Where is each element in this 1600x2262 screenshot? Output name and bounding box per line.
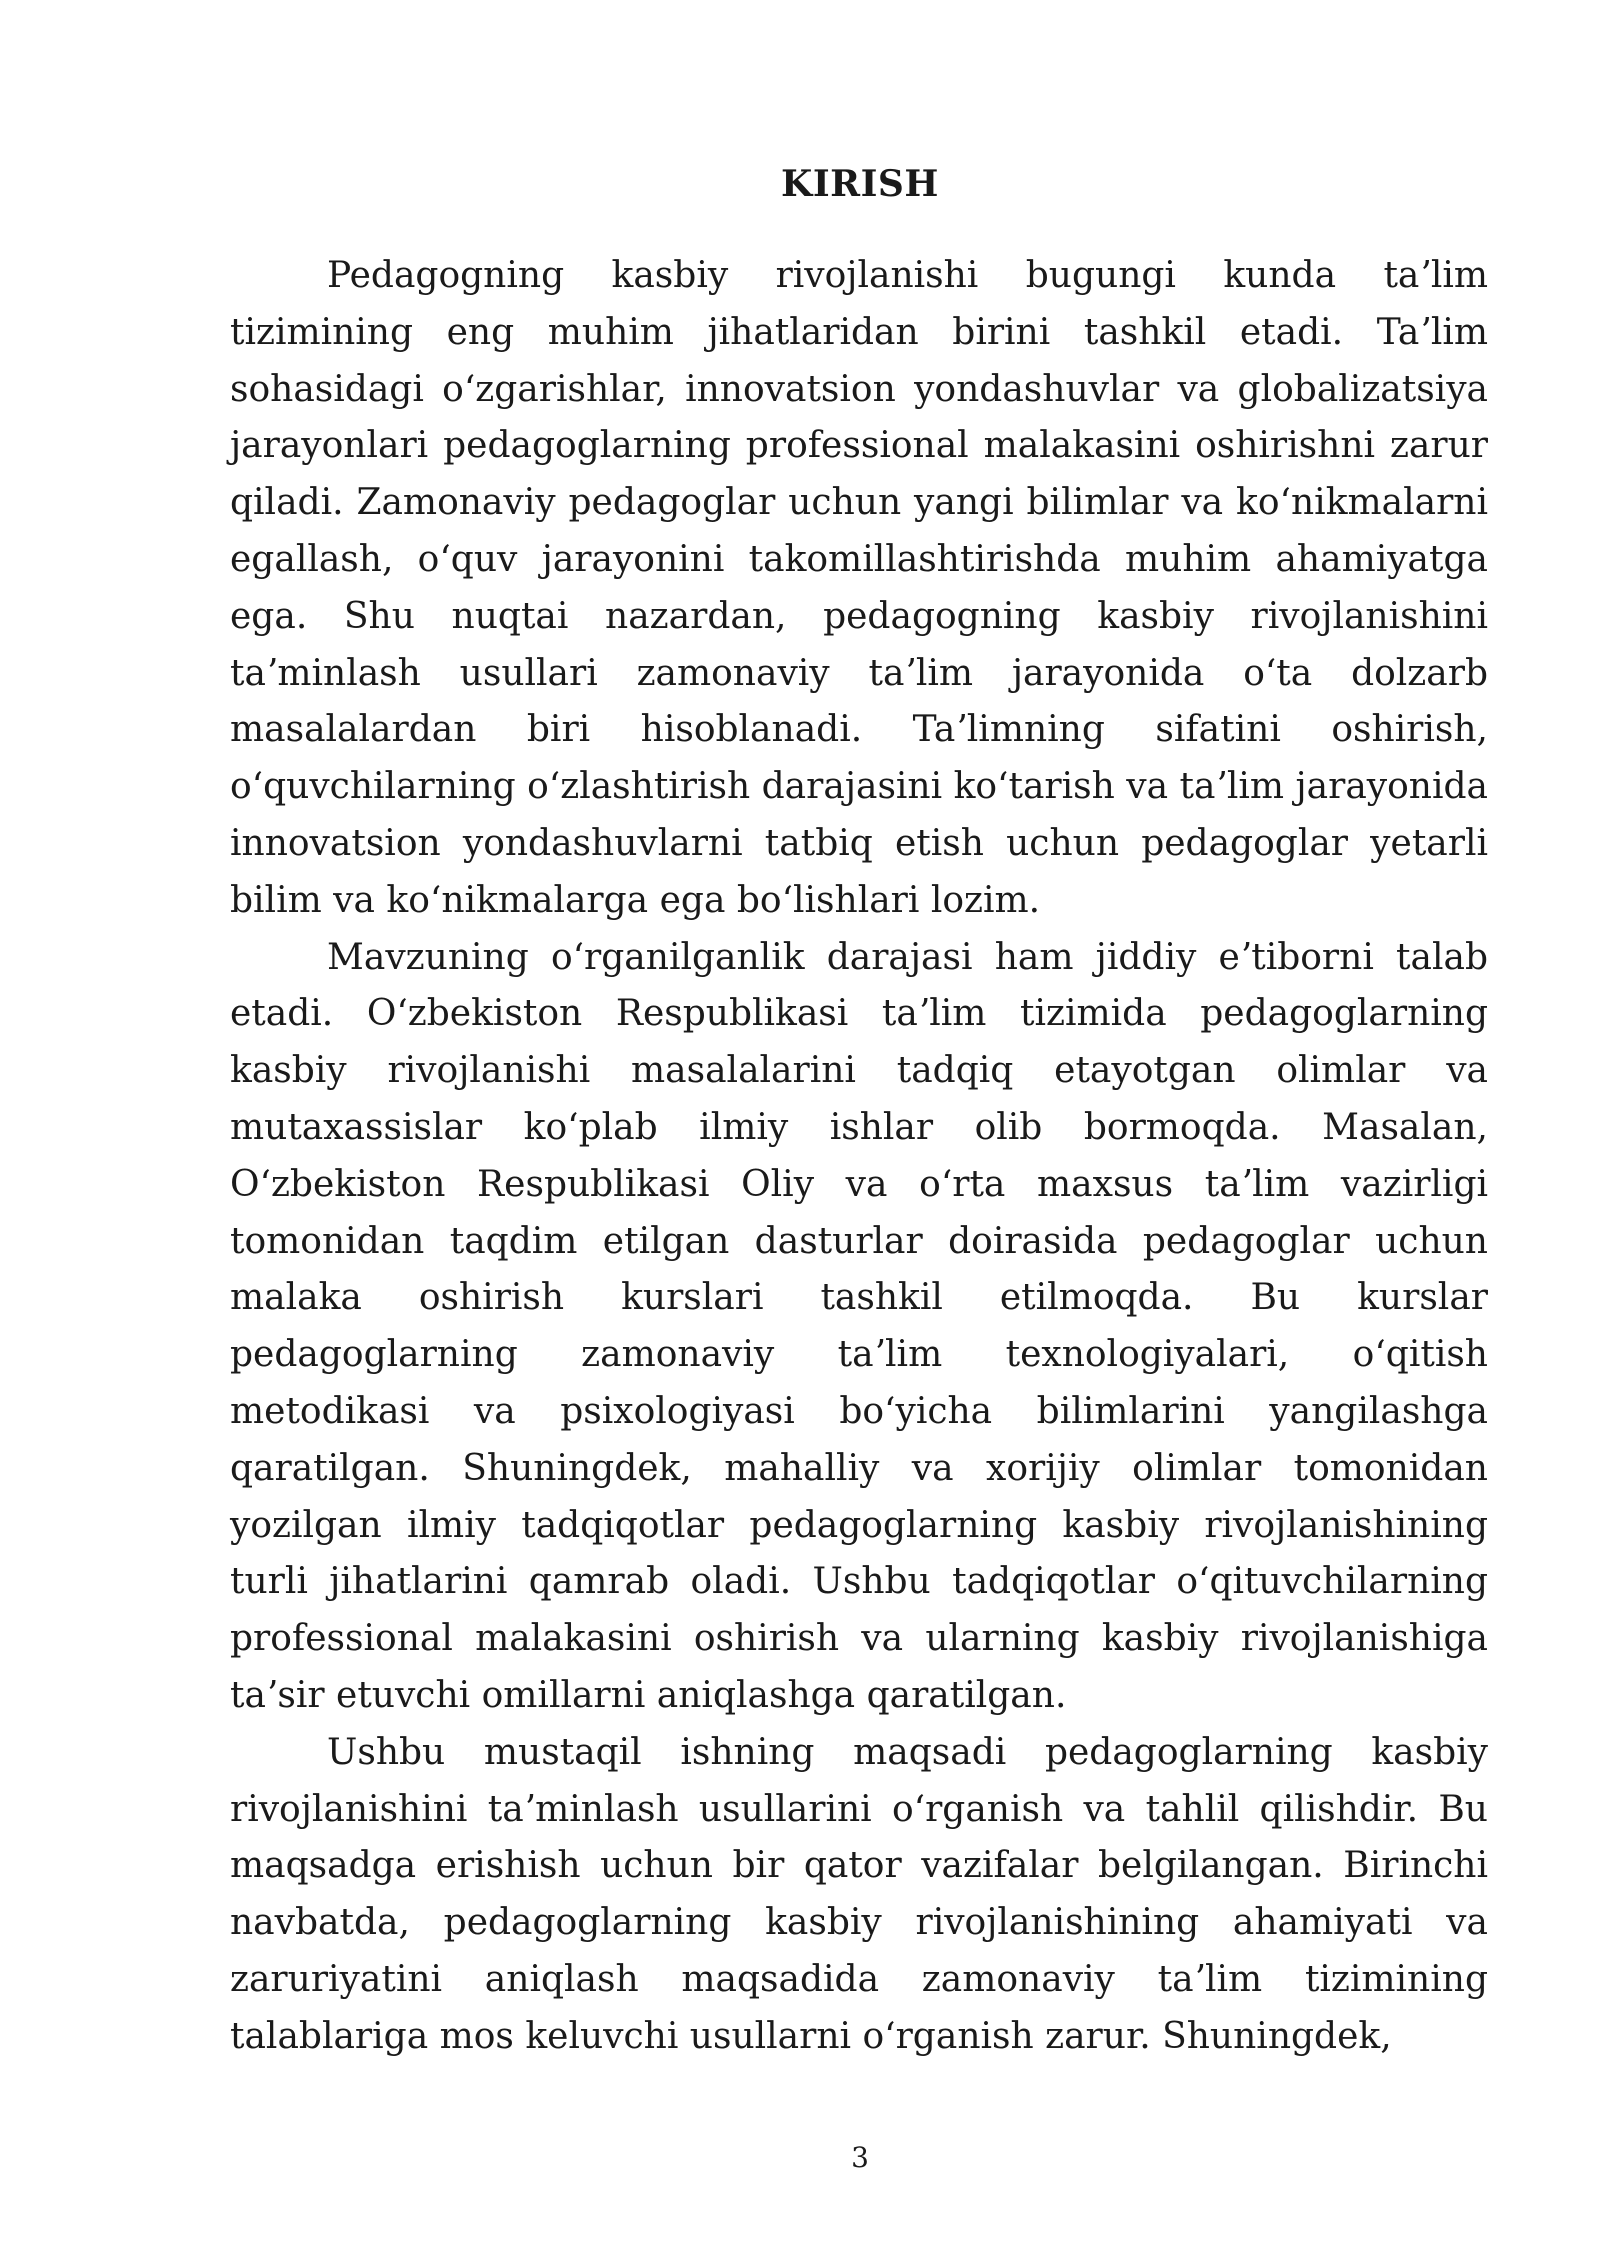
section-heading: KIRISH bbox=[781, 163, 939, 205]
body-text bbox=[230, 248, 1488, 2066]
page-number: 3 bbox=[851, 2141, 869, 2174]
paragraph-introduction: Pedagogning kasbiy rivojlanishi bugungi kunda taʼlim tizimining eng muhim jihatlaridan birini tashkil etadi. Taʼlim sohasidagi oʻzgarishlar, innovatsion yondashuvlar va globalizatsiya jarayonlari pedagoglarning professional malakasini oshirishni zarur qiladi. Zamonaviy pedagoglar uchun yangi bilimlar va koʻnikmalarni egallash, oʻquv jarayonini takomillashtirishda muhim ahamiyatga ega. Shu nuqtai nazardan, pedagogning kasbiy rivojlanishini taʼminlash usullari zamonaviy taʼlim jarayonida oʻta dolzarb masalalardan biri hisoblanadi. Taʼlimning sifatini oshirish, oʻquvchilarning oʻzlashtirish darajasini koʻtarish va taʼlim jarayonida innovatsion yondashuvlarni tatbiq etish uchun pedagoglar yetarli bilim va koʻnikmalarga ega boʻlishlari lozim. bbox=[230, 255, 1488, 921]
paragraph-aim: Ushbu mustaqil ishning maqsadi pedagoglarning kasbiy rivojlanishini taʼminlash usullarini oʻrganish va tahlil qilishdir. Bu maqsadga erishish uchun bir qator vazifalar belgilangan. Birinchi navbatda, pedagoglarning kasbiy rivojlanishining ahamiyati va zaruriyatini aniqlash maqsadida zamonaviy taʼlim tizimining talablariga mos keluvchi usullarni oʻrganish zarur. Shuningdek, bbox=[230, 1731, 1488, 2057]
paragraph-study-level: Mavzuning oʻrganilganlik darajasi ham jiddiy eʼtiborni talab etadi. Oʻzbekiston Respublikasi taʼlim tizimida pedagoglarning kasbiy rivojlanishi masalalarini tadqiq etayotgan olimlar va mutaxassislar koʻplab ilmiy ishlar olib bormoqda. Masalan, Oʻzbekiston Respublikasi Oliy va oʻrta maxsus taʼlim vazirligi tomonidan taqdim etilgan dasturlar doirasida pedagoglar uchun malaka oshirish kurslari tashkil etilmoqda. Bu kurslar pedagoglarning zamonaviy taʼlim texnologiyalari, oʻqitish metodikasi va psixologiyasi boʻyicha bilimlarini yangilashga qaratilgan. Shuningdek, mahalliy va xorijiy olimlar tomonidan yozilgan ilmiy tadqiqotlar pedagoglarning kasbiy rivojlanishining turli jihatlarini qamrab oladi. Ushbu tadqiqotlar oʻqituvchilarning professional malakasini oshirish va ularning kasbiy rivojlanishiga taʼsir etuvchi omillarni aniqlashga qaratilgan. bbox=[230, 936, 1488, 1716]
